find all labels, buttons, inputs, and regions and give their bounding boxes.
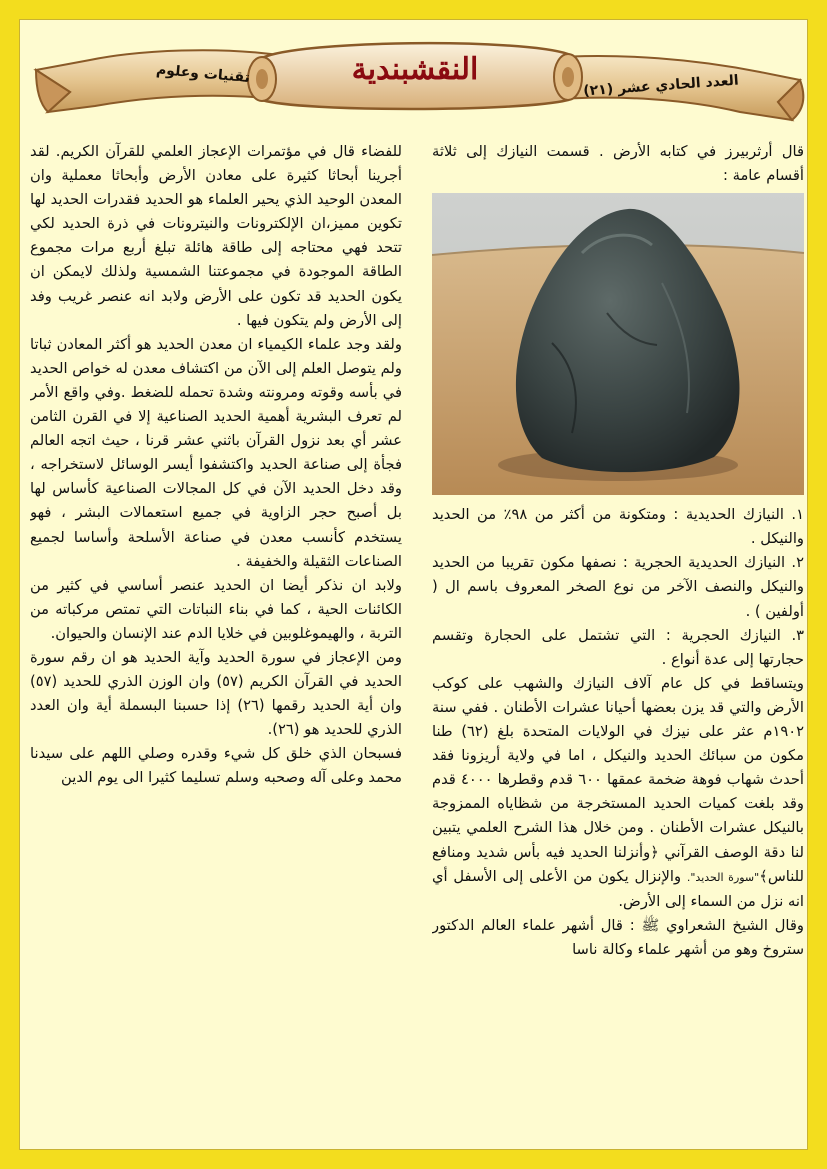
section-label: تقنيات وعلوم	[155, 61, 251, 87]
right-text-column	[432, 140, 804, 1145]
header-banner	[0, 0, 827, 125]
shaarawi-paragraph: وقال الشيخ الشعراوي ﷺ : قال أشهر علماء العالم الدكتور ستروخ وهو من أشهر علماء وكالة ناسا	[432, 916, 804, 958]
meteorite-rock-photo-icon	[432, 193, 804, 495]
left-text-column	[30, 140, 402, 1145]
descent-text: والإنزال يكون من الأعلى إلى الأسفل أي انه نزل من السماء إلى الأرض.	[432, 867, 804, 910]
surah-reference: "سورة الحديد".	[686, 870, 760, 884]
meteor-type-3: ٣. النيازك الحجرية : التي تشتمل على الحجارة وتقسم حجارتها إلى عدة أنواع .	[432, 626, 804, 668]
magazine-title: النقشبندية	[351, 52, 479, 87]
issue-label: العدد الحادي عشر (٢١)	[582, 72, 740, 100]
meteor-fall-paragraph	[432, 672, 804, 914]
intro-paragraph: قال أرثربيرز في كتابه الأرض . قسمت النيازك إلى ثلاثة أقسام عامة :	[432, 143, 804, 185]
meteorite-photo	[432, 193, 804, 495]
iron-energy-paragraph: للفضاء قال في مؤتمرات الإعجاز العلمي للقرآن الكريم. لقد أجرينا أبحاثا كثيرة على معادن الأرض وأبحاثا معملية وان المعدن الوحيد الذي يحير العلماء هو الحديد فقدرات الحديد لها تكوين مميز،ان الإلكترونات والنيترونات في ذرة الحديد لكي تتحد فهي محتاجه إلى طاقة هائلة تبلغ أربع مرات مجموع الطاقة الموجودة في مجموعتنا الشمسية ولذلك لايمكن ان يكون الحديد قد تكون على الأرض ولابد انه عنصر غريب وفد إلى الأرض ولم يتكون فيها .	[30, 143, 402, 329]
meteor-fall-text: ويتساقط في كل عام آلاف النيازك والشهب على كوكب الأرض والتي قد يزن بعضها أحيانا عشرات الأطنان . ففي سنة ١٩٠٢م عثر على نيزك في الولايات المتحدة بلغ (٦٢) طنا مكون من سبائك الحديد والنيكل ، اما في ولاية أريزونا فقد أحدث شهاب فوهة ضخمة عمقها ٦٠٠ قدم وقطرها ٤٠٠٠ قدم وقد بلغت كميات الحديد المستخرجة من شظاياه الممزوجة بالنيكل عشرات الأطنان . ومن خلال هذا الشرح العلمي يتبين لنا دقة الوصف القرآني ﴿وأنزلنا الحديد فيه بأس شديد ومنافع للناس﴾	[432, 674, 804, 885]
iron-chemistry-paragraph: ولقد وجد علماء الكيمياء ان معدن الحديد هو أكثر المعادن ثباتا ولم يتوصل العلم إلى الآن من اكتشاف معدن له خواص الحديد في بأسه وقوته ومرونته وشدة تحمله للضغط .وفي واقع الأمر لم تعرف البشرية أهمية الحديد الصناعية إلا في القرن الثامن عشر أي بعد نزول القرآن باثني عشر قرنا ، حيث اتجه العالم فجأة إلى صناعة الحديد واكتشفوا أيسر الوسائل لاستخراجه ، وقد دخل الحديد الآن في كل المجالات الصناعية كأساس لها بل أصبح حجر الزاوية في جميع استعمالات البشر ، فهو يستخدم كأنسب معدن في صناعة الأسلحة وأساسا لجميع الصناعات الثقيلة والخفيفة .	[30, 335, 402, 570]
meteor-type-2: ٢. النيازك الحديدية الحجرية : نصفها مكون تقريبا من الحديد والنيكل والنصف الآخر من نوع الصخر المعروف باسم ال ( أولفين ) .	[432, 554, 804, 620]
closing-paragraph: فسبحان الذي خلق كل شيء وقدره وصلي اللهم على سيدنا محمد وعلى آله وصحبه وسلم تسليما كثيرا الى يوم الدين	[30, 745, 402, 787]
meteor-type-1: ١. النيازك الحديدية : ومتكونة من أكثر من ٩٨٪ من الحديد والنيكل .	[432, 506, 804, 548]
iron-living-paragraph: ولابد ان نذكر أيضا ان الحديد عنصر أساسي في كثير من الكائنات الحية ، كما في بناء النباتات التي تمتص مركباته من التربة ، والهيموغلوبين في خلايا الدم عند الإنسان والحيوان.	[30, 576, 402, 642]
iron-numbers-paragraph: ومن الإعجاز في سورة الحديد وآية الحديد هو ان رقم سورة الحديد في القرآن الكريم (٥٧) وان الوزن الذري للحديد (٥٧) وان أية الحديد رقمها (٢٦) إذا حسبنا البسملة أية وان العدد الذري للحديد هو (٢٦).	[30, 648, 402, 739]
